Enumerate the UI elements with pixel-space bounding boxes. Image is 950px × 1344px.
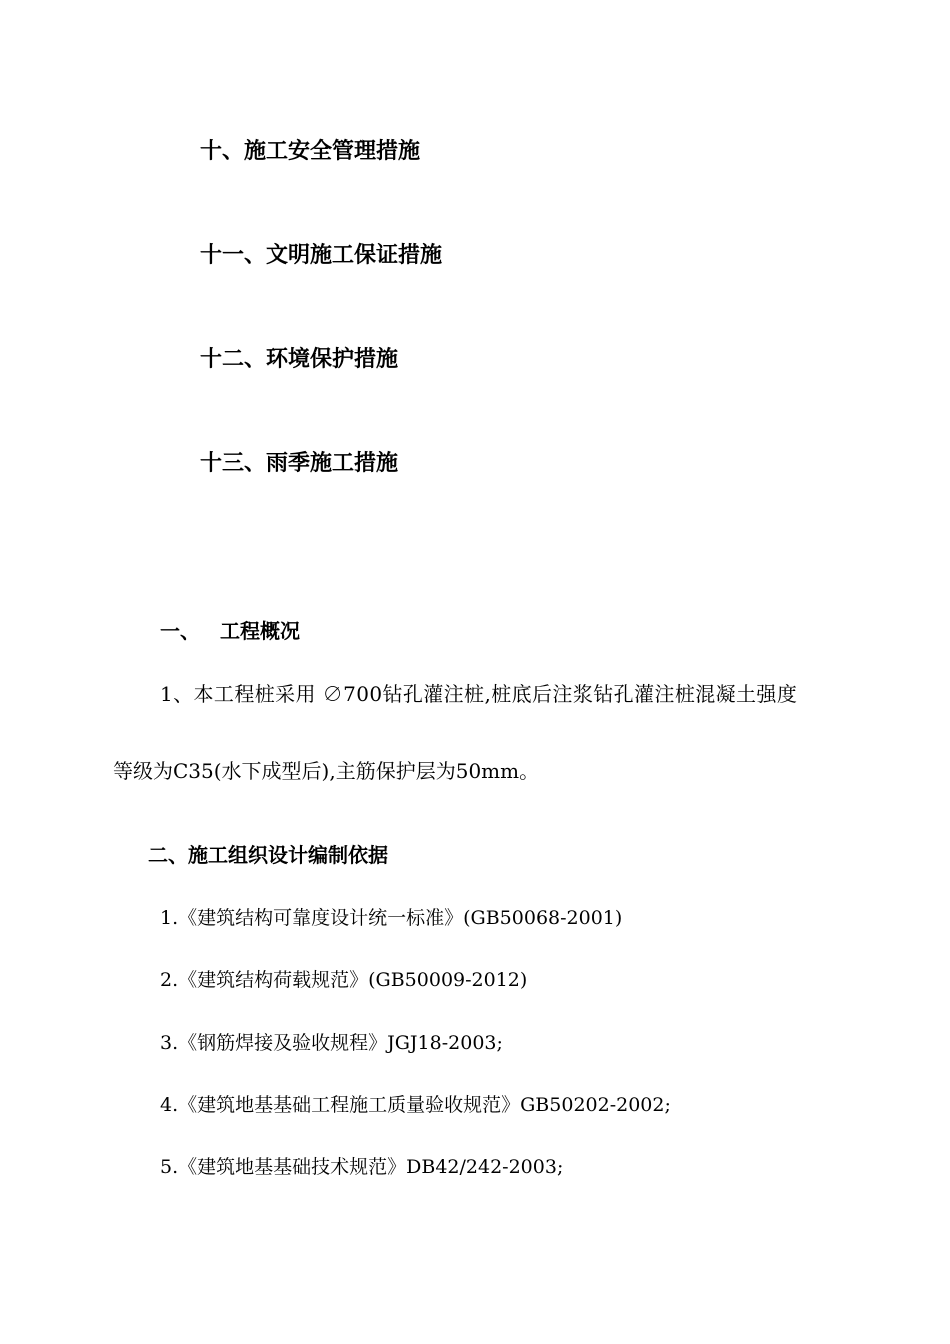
toc-item-11: 十一、文明施工保证措施 (200, 243, 443, 268)
toc-item-12: 十二、环境保护措施 (200, 347, 399, 372)
reference-item-2: 2.《建筑结构荷载规范》(GB50009-2012) (160, 969, 528, 991)
section-1-number: 一、 (160, 619, 200, 643)
reference-item-5: 5.《建筑地基基础技术规范》DB42/242-2003; (160, 1156, 564, 1178)
section-1-paragraph-line-1: 1、本工程桩采用 ∅700钻孔灌注桩,桩底后注浆钻孔灌注桩混凝土强度 (160, 682, 798, 706)
section-1-paragraph-line-2: 等级为C35(水下成型后),主筋保护层为50mm。 (113, 759, 540, 783)
reference-item-3: 3.《钢筋焊接及验收规程》JGJ18-2003; (160, 1032, 503, 1054)
toc-item-10: 十、施工安全管理措施 (200, 139, 421, 164)
section-2-title: 二、施工组织设计编制依据 (148, 843, 388, 867)
section-1-title: 工程概况 (220, 619, 300, 643)
reference-item-4: 4.《建筑地基基础工程施工质量验收规范》GB50202-2002; (160, 1094, 671, 1116)
toc-item-13: 十三、雨季施工措施 (200, 451, 399, 476)
reference-item-1: 1.《建筑结构可靠度设计统一标准》(GB50068-2001) (160, 907, 623, 929)
